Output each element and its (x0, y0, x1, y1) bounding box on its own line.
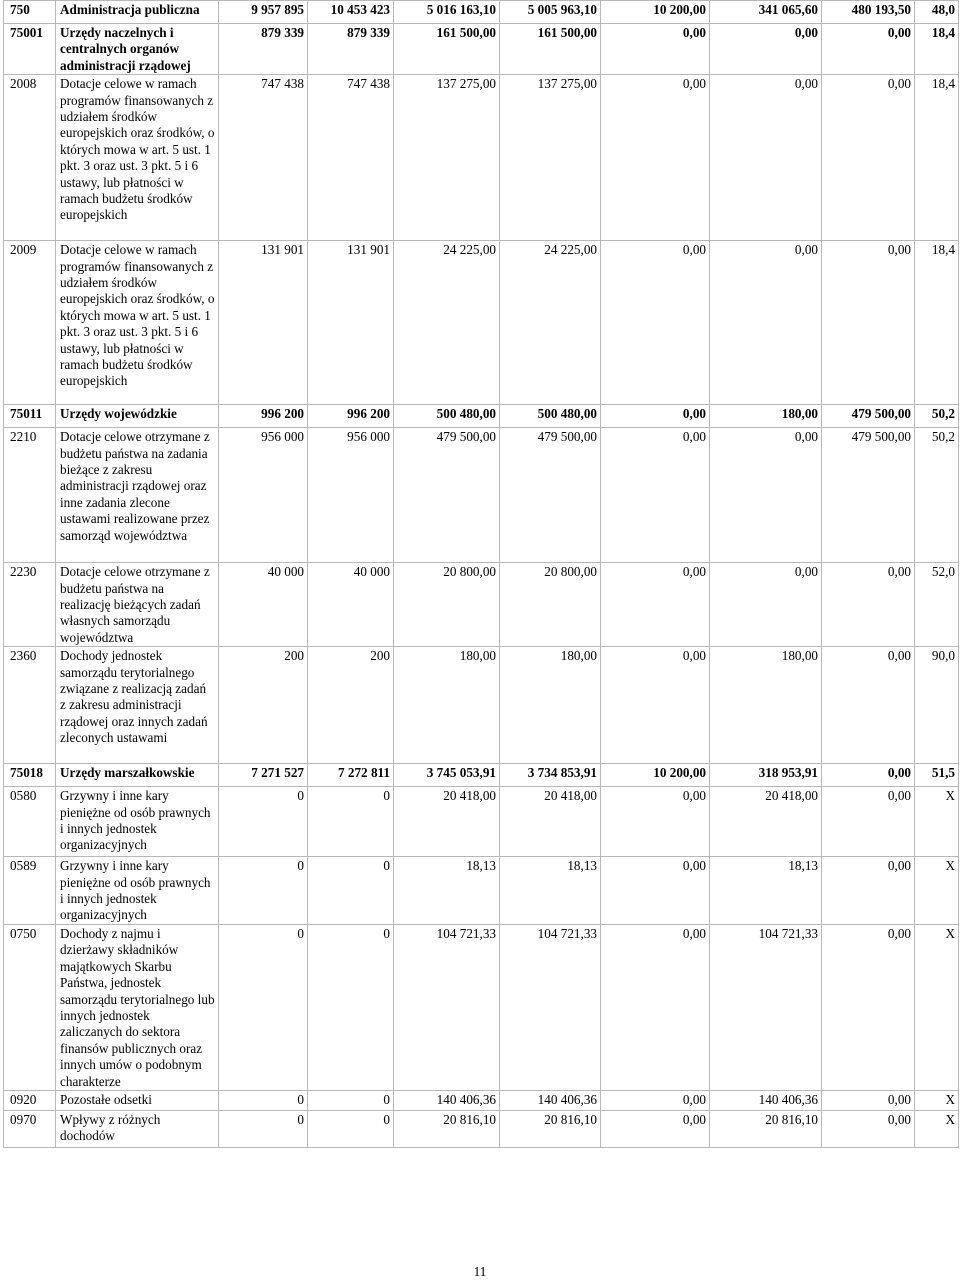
arrears-amount-cell: 180,00 (710, 647, 822, 764)
table-row (4, 1110, 959, 1147)
classification-code: 0580 (4, 787, 56, 857)
item-description: Urzędy wojewódzkie (56, 405, 219, 428)
amount-due-cell: 500 480,00 (394, 405, 500, 428)
other-amount-cell: 0,00 (822, 787, 915, 857)
amount-due-cell: 20 418,00 (394, 787, 500, 857)
amount-executed-cell: 20 418,00 (500, 787, 601, 857)
table-row (4, 563, 959, 647)
execution-percent-cell: 50,2 (915, 405, 959, 428)
arrears-amount-cell: 0,00 (710, 24, 822, 75)
other-amount-cell: 480 193,50 (822, 1, 915, 24)
plan-after-changes-cell: 10 453 423 (308, 1, 394, 24)
amount-executed-cell: 500 480,00 (500, 405, 601, 428)
item-description: Dotacje celowe otrzymane z budżetu państwa na zadania bieżące z zakresu administracji rządowej oraz inne zadania zlecone ustawami realizowane przez samorząd województwa (56, 428, 219, 563)
amount-executed-cell: 24 225,00 (500, 241, 601, 405)
arrears-amount-cell: 0,00 (710, 428, 822, 563)
item-description: Urzędy naczelnych i centralnych organów administracji rządowej (56, 24, 219, 75)
execution-percent-cell: 18,4 (915, 75, 959, 241)
plan-after-changes-cell: 40 000 (308, 563, 394, 647)
plan-initial-cell: 9 957 895 (219, 1, 308, 24)
amount-executed-cell: 140 406,36 (500, 1090, 601, 1110)
other-amount-cell: 0,00 (822, 241, 915, 405)
execution-percent-cell: 50,2 (915, 428, 959, 563)
item-description: Dochody z najmu i dzierżawy składników majątkowych Skarbu Państwa, jednostek samorządu terytorialnego lub innych jednostek zaliczanych do sektora finansów publicznych oraz innych umów o podobnym charakterze (56, 924, 219, 1090)
execution-percent-cell: 51,5 (915, 764, 959, 787)
amount-due-cell: 104 721,33 (394, 924, 500, 1090)
plan-initial-cell: 131 901 (219, 241, 308, 405)
classification-code: 75018 (4, 764, 56, 787)
execution-percent-cell: 18,4 (915, 241, 959, 405)
classification-code: 0589 (4, 857, 56, 925)
plan-initial-cell: 7 271 527 (219, 764, 308, 787)
execution-percent-cell: X (915, 1090, 959, 1110)
plan-after-changes-cell: 200 (308, 647, 394, 764)
overdue-amount-cell: 0,00 (601, 75, 710, 241)
plan-initial-cell: 0 (219, 1110, 308, 1147)
classification-code: 2210 (4, 428, 56, 563)
item-description: Dotacje celowe otrzymane z budżetu państwa na realizację bieżących zadań własnych samorządu województwa (56, 563, 219, 647)
item-description: Grzywny i inne kary pieniężne od osób prawnych i innych jednostek organizacyjnych (56, 787, 219, 857)
arrears-amount-cell: 0,00 (710, 75, 822, 241)
classification-code: 0970 (4, 1110, 56, 1147)
classification-code: 2009 (4, 241, 56, 405)
plan-after-changes-cell: 0 (308, 1090, 394, 1110)
page-number: 11 (473, 1264, 487, 1279)
amount-executed-cell: 137 275,00 (500, 75, 601, 241)
overdue-amount-cell: 0,00 (601, 428, 710, 563)
overdue-amount-cell: 10 200,00 (601, 1, 710, 24)
plan-initial-cell: 747 438 (219, 75, 308, 241)
other-amount-cell: 479 500,00 (822, 405, 915, 428)
amount-executed-cell: 161 500,00 (500, 24, 601, 75)
item-description: Pozostałe odsetki (56, 1090, 219, 1110)
arrears-amount-cell: 20 418,00 (710, 787, 822, 857)
overdue-amount-cell: 0,00 (601, 1090, 710, 1110)
classification-code: 0920 (4, 1090, 56, 1110)
other-amount-cell: 0,00 (822, 764, 915, 787)
table-row (4, 241, 959, 405)
amount-executed-cell: 479 500,00 (500, 428, 601, 563)
plan-after-changes-cell: 0 (308, 924, 394, 1090)
other-amount-cell: 0,00 (822, 563, 915, 647)
amount-due-cell: 24 225,00 (394, 241, 500, 405)
table-row (4, 647, 959, 764)
overdue-amount-cell: 0,00 (601, 241, 710, 405)
plan-after-changes-cell: 956 000 (308, 428, 394, 563)
overdue-amount-cell: 0,00 (601, 1110, 710, 1147)
plan-after-changes-cell: 131 901 (308, 241, 394, 405)
table-row (4, 1, 959, 24)
other-amount-cell: 0,00 (822, 1090, 915, 1110)
classification-code: 2230 (4, 563, 56, 647)
table-row (4, 857, 959, 925)
table-row (4, 75, 959, 241)
table-row (4, 924, 959, 1090)
arrears-amount-cell: 20 816,10 (710, 1110, 822, 1147)
plan-initial-cell: 879 339 (219, 24, 308, 75)
item-description: Dotacje celowe w ramach programów finansowanych z udziałem środków europejskich oraz środków, o których mowa w art. 5 ust. 1 pkt. 3 oraz ust. 3 pkt. 5 i 6 ustawy, lub płatności w ramach budżetu środków europejskich (56, 75, 219, 241)
other-amount-cell: 0,00 (822, 1110, 915, 1147)
arrears-amount-cell: 18,13 (710, 857, 822, 925)
overdue-amount-cell: 10 200,00 (601, 764, 710, 787)
other-amount-cell: 0,00 (822, 924, 915, 1090)
plan-initial-cell: 0 (219, 1090, 308, 1110)
amount-executed-cell: 18,13 (500, 857, 601, 925)
table-row (4, 787, 959, 857)
arrears-amount-cell: 0,00 (710, 241, 822, 405)
arrears-amount-cell: 104 721,33 (710, 924, 822, 1090)
execution-percent-cell: 90,0 (915, 647, 959, 764)
plan-initial-cell: 0 (219, 924, 308, 1090)
overdue-amount-cell: 0,00 (601, 563, 710, 647)
amount-executed-cell: 20 816,10 (500, 1110, 601, 1147)
execution-percent-cell: 48,0 (915, 1, 959, 24)
classification-code: 2008 (4, 75, 56, 241)
plan-after-changes-cell: 996 200 (308, 405, 394, 428)
plan-after-changes-cell: 0 (308, 857, 394, 925)
amount-due-cell: 137 275,00 (394, 75, 500, 241)
classification-code: 0750 (4, 924, 56, 1090)
amount-due-cell: 161 500,00 (394, 24, 500, 75)
plan-after-changes-cell: 7 272 811 (308, 764, 394, 787)
plan-initial-cell: 996 200 (219, 405, 308, 428)
amount-due-cell: 5 016 163,10 (394, 1, 500, 24)
amount-executed-cell: 3 734 853,91 (500, 764, 601, 787)
item-description: Grzywny i inne kary pieniężne od osób prawnych i innych jednostek organizacyjnych (56, 857, 219, 925)
arrears-amount-cell: 318 953,91 (710, 764, 822, 787)
classification-code: 75011 (4, 405, 56, 428)
classification-code: 75001 (4, 24, 56, 75)
amount-due-cell: 180,00 (394, 647, 500, 764)
amount-due-cell: 20 816,10 (394, 1110, 500, 1147)
item-description: Administracja publiczna (56, 1, 219, 24)
table-row (4, 764, 959, 787)
arrears-amount-cell: 140 406,36 (710, 1090, 822, 1110)
amount-executed-cell: 5 005 963,10 (500, 1, 601, 24)
overdue-amount-cell: 0,00 (601, 24, 710, 75)
plan-after-changes-cell: 879 339 (308, 24, 394, 75)
item-description: Dotacje celowe w ramach programów finansowanych z udziałem środków europejskich oraz środków, o których mowa w art. 5 ust. 1 pkt. 3 oraz ust. 3 pkt. 5 i 6 ustawy, lub płatności w ramach budżetu środków europejskich (56, 241, 219, 405)
table-row (4, 1090, 959, 1110)
other-amount-cell: 479 500,00 (822, 428, 915, 563)
classification-code: 2360 (4, 647, 56, 764)
amount-due-cell: 20 800,00 (394, 563, 500, 647)
other-amount-cell: 0,00 (822, 647, 915, 764)
execution-percent-cell: X (915, 1110, 959, 1147)
item-description: Wpływy z różnych dochodów (56, 1110, 219, 1147)
overdue-amount-cell: 0,00 (601, 924, 710, 1090)
amount-due-cell: 18,13 (394, 857, 500, 925)
execution-percent-cell: X (915, 787, 959, 857)
other-amount-cell: 0,00 (822, 75, 915, 241)
table-body (4, 1, 959, 1148)
amount-due-cell: 479 500,00 (394, 428, 500, 563)
execution-percent-cell: X (915, 924, 959, 1090)
table-row (4, 24, 959, 75)
plan-initial-cell: 956 000 (219, 428, 308, 563)
item-description: Urzędy marszałkowskie (56, 764, 219, 787)
classification-code: 750 (4, 1, 56, 24)
overdue-amount-cell: 0,00 (601, 647, 710, 764)
arrears-amount-cell: 180,00 (710, 405, 822, 428)
amount-executed-cell: 20 800,00 (500, 563, 601, 647)
overdue-amount-cell: 0,00 (601, 787, 710, 857)
other-amount-cell: 0,00 (822, 24, 915, 75)
amount-executed-cell: 180,00 (500, 647, 601, 764)
plan-initial-cell: 0 (219, 787, 308, 857)
item-description: Dochody jednostek samorządu terytorialnego związane z realizacją zadań z zakresu administracji rządowej oraz innych zadań zleconych ustawami (56, 647, 219, 764)
arrears-amount-cell: 0,00 (710, 563, 822, 647)
execution-percent-cell: 18,4 (915, 24, 959, 75)
amount-executed-cell: 104 721,33 (500, 924, 601, 1090)
other-amount-cell: 0,00 (822, 857, 915, 925)
execution-percent-cell: 52,0 (915, 563, 959, 647)
plan-initial-cell: 200 (219, 647, 308, 764)
execution-percent-cell: X (915, 857, 959, 925)
amount-due-cell: 140 406,36 (394, 1090, 500, 1110)
arrears-amount-cell: 341 065,60 (710, 1, 822, 24)
plan-after-changes-cell: 0 (308, 787, 394, 857)
table-row (4, 405, 959, 428)
plan-initial-cell: 0 (219, 857, 308, 925)
amount-due-cell: 3 745 053,91 (394, 764, 500, 787)
plan-initial-cell: 40 000 (219, 563, 308, 647)
overdue-amount-cell: 0,00 (601, 405, 710, 428)
table-row (4, 428, 959, 563)
overdue-amount-cell: 0,00 (601, 857, 710, 925)
plan-after-changes-cell: 0 (308, 1110, 394, 1147)
budget-table (3, 0, 959, 1148)
plan-after-changes-cell: 747 438 (308, 75, 394, 241)
